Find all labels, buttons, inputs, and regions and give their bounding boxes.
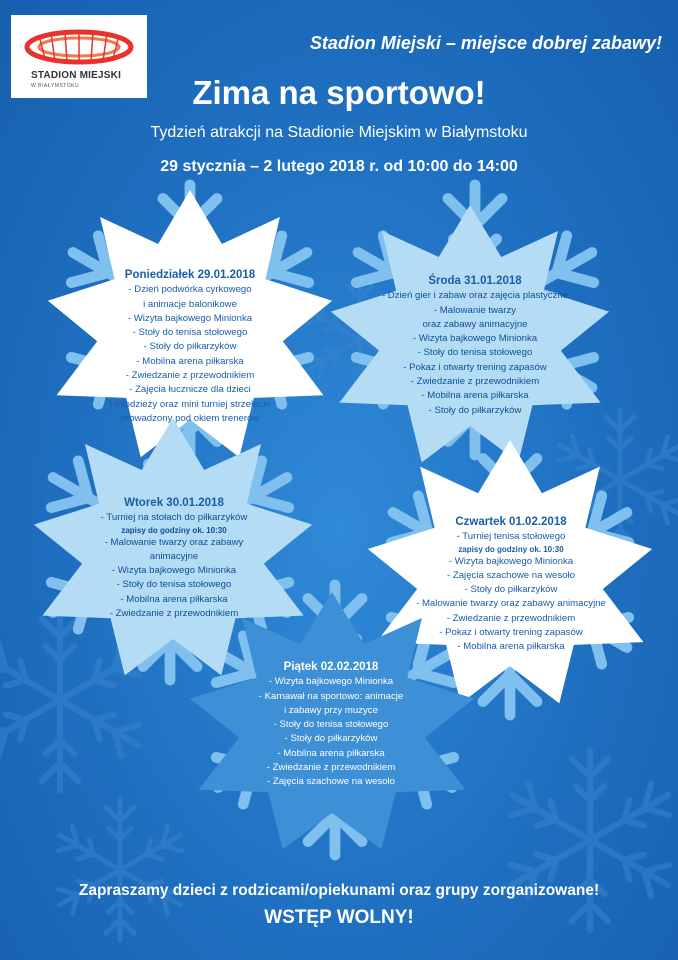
list-item: - Pokaz i otwarty trening zapasów [403, 361, 547, 373]
list-item: - Malowanie twarzy [433, 304, 517, 316]
list-item: - Mobilna arena piłkarska [457, 641, 565, 653]
list-item: - Stoły do tenisa stołowego [417, 347, 533, 359]
list-item: - Stoły do piłkarzyków [464, 584, 558, 596]
list-item: - Mobilna arena piłkarska [277, 747, 385, 759]
list-item: - Zwiedzanie z przewodnikiem [125, 370, 255, 382]
list-item: oraz zabawy animacyjne [422, 318, 528, 330]
list-item: - Malowanie twarzy oraz zabawy animacyjne [416, 598, 606, 610]
list-item: - Wizyta bajkowego Minionka [412, 333, 538, 345]
list-item: i animacje balonikowe [143, 298, 237, 310]
list-item: - Stoły do tenisa stołowego [273, 719, 389, 731]
list-item: prowadzony pod okiem trenerów [120, 412, 260, 424]
logo-city: W BIAŁYMSTOKU [31, 83, 80, 89]
list-item: - Dzień gier i zabaw oraz zajęcia plastyczne [381, 290, 569, 302]
list-item: - Zajęcia szachowe na wesoło [267, 776, 395, 788]
day-header: Wtorek 30.01.2018 [124, 497, 224, 509]
list-item: - Zwiedzanie z przewodnikiem [446, 612, 576, 624]
slogan: Stadion Miejski – miejsce dobrej zabawy! [309, 33, 662, 53]
list-item: - Wizyta bajkowego Minionka [111, 565, 237, 577]
day-monday [92, 268, 288, 426]
day-header: Poniedziałek 29.01.2018 [124, 269, 256, 281]
list-item: - Wizyta bajkowego Minionka [448, 555, 574, 567]
list-item: - Wizyta bajkowego Minionka [127, 312, 253, 324]
list-item: animacyjne [149, 550, 199, 562]
event-dates: 29 stycznia – 2 lutego 2018 r. od 10:00 do 14:00 [160, 158, 518, 175]
list-item: - Malowanie twarzy oraz zabawy [104, 536, 244, 548]
list-item: - Pokaz i otwarty trening zapasów [439, 627, 583, 639]
free-entry-text: WSTĘP WOLNY! [264, 907, 414, 928]
day-wednesday [362, 274, 588, 418]
list-item: - Zajęcia szachowe na wesoło [447, 569, 575, 581]
list-item: - Zwiedzanie z przewodnikiem [109, 608, 239, 620]
list-item: - Turniej na stołach do piłkarzyków [100, 512, 248, 524]
subtitle: Tydzień atrakcji na Stadionie Miejskim w Białymstoku [150, 124, 528, 141]
stadium-logo-icon [21, 25, 137, 67]
list-item: i zabawy przy muzyce [284, 704, 378, 716]
list-item: - Dzień podwórka cyrkowego [128, 284, 252, 296]
list-item: i młodzieży oraz mini turniej strzelecki [109, 398, 271, 410]
list-item: - Stoły do piłkarzyków [428, 404, 522, 416]
list-item: - Mobilna arena piłkarska [421, 390, 529, 402]
list-item: - Stoły do piłkarzyków [284, 733, 378, 745]
day-thursday [408, 515, 614, 655]
list-item: - Stoły do tenisa stołowego [116, 579, 232, 591]
day-tuesday [74, 496, 274, 621]
list-item: - Mobilna arena piłkarska [120, 593, 228, 605]
day-friday [228, 660, 434, 790]
page-title: Zima na sportowo! [192, 74, 486, 111]
logo-name: STADION MIEJSKI [31, 70, 122, 81]
list-item: - Turniej tenisa stołowego [456, 531, 566, 543]
invitation-text: Zapraszamy dzieci z rodzicami/opiekunami oraz grupy zorganizowane! [78, 882, 600, 899]
list-item: - Stoły do tenisa stołowego [132, 327, 248, 339]
list-item: - Mobilna arena piłkarska [136, 355, 244, 367]
list-item: - Stoły do piłkarzyków [143, 341, 237, 353]
list-item: - Wizyta bajkowego Minionka [268, 676, 394, 688]
list-item: - Zwiedzanie z przewodnikiem [410, 376, 540, 388]
list-item: - Zajęcia łucznicze dla dzieci [129, 384, 251, 396]
day-header: Środa 31.01.2018 [428, 275, 522, 287]
list-item: - Zwiedzanie z przewodnikiem [266, 762, 396, 774]
list-item: - Karnawał na sportowo: animacje [258, 690, 404, 702]
signup-note: zapisy do godziny ok. 10:30 [121, 525, 227, 535]
day-header: Czwartek 01.02.2018 [455, 516, 567, 528]
signup-note: zapisy do godziny ok. 10:30 [458, 544, 564, 554]
day-header: Piątek 02.02.2018 [283, 661, 379, 673]
